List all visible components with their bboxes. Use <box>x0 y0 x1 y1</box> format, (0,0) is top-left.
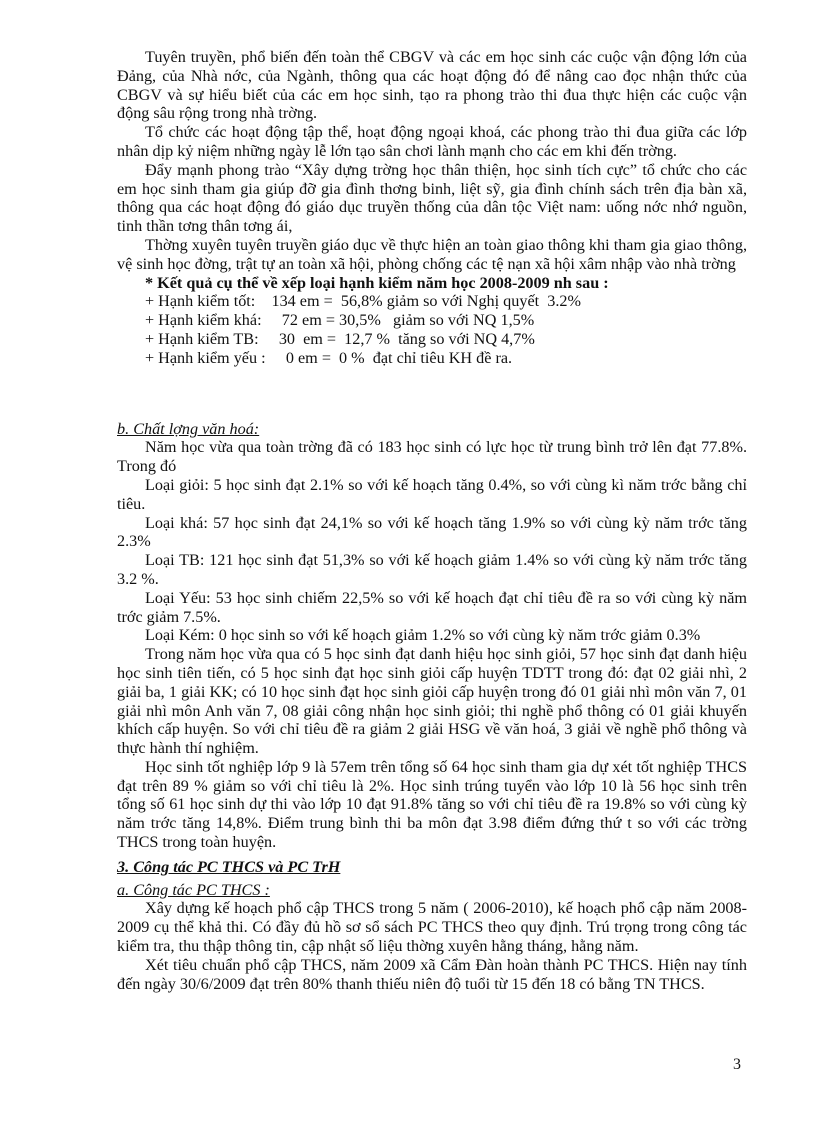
intro-paragraph-3: Đẩy mạnh phong trào “Xây dựng trờng học thân thiện, học sinh tích cực” tổ chức cho các em học sinh tham gia giúp đỡ gia đình thơng binh, liệt sỹ, gia đình chính sách trên địa bàn xã, thông qua các hoạt động đó giáo dục truyền thống của dân tộc Việt nam: uống nớc nhớ nguồn, tinh thần tơng thân tơng ái, <box>117 160 747 236</box>
culture-heading: b. Chất lợng văn hoá: <box>117 419 260 438</box>
intro-paragraph-1: Tuyên truyền, phổ biến đến toàn thể CBGV và các em học sinh các cuộc vận động lớn của Đảng, của Nhà nớc, của Ngành, thông qua các hoạt động đó để nâng cao đọc nhận thức của CBGV và sự hiểu biết của các em học sinh, tạo ra phong trào thi đua thực hiện các cuộc vận động sâu rộng trong nhà trờng. <box>117 48 747 123</box>
conduct-heading: * Kết quả cụ thể về xếp loại hạnh kiểm năm học 2008-2009 nh sau : <box>145 273 609 292</box>
conduct-results <box>145 292 747 367</box>
section-3-heading: 3. Công tác PC THCS và PC TrH <box>117 857 341 876</box>
conduct-row: + Hạnh kiểm TB: 30 em = 12,7 % tăng so với NQ 4,7% <box>145 329 535 348</box>
graduation-paragraph: Học sinh tốt nghiệp lớp 9 là 57em trên tổng số 64 học sinh tham gia dự xét tốt nghiệp THCS đạt trên 89 % giảm so với chỉ tiêu là 2%. Học sinh trúng tuyển vào lớp 10 là 56 học sinh trên tổng số 61 học sinh dự thi vào lớp 10 đạt 91.8% tăng so với chỉ tiêu đề ra 19.8% so với cùng kỳ năm trớc tăng 14,8%. Điểm trung bình thi ba môn đạt 3.98 điểm đứng thứ t so với các trờng THCS trong toàn huyện. <box>117 757 747 852</box>
culture-item-gioi: Loại giỏi: 5 học sinh đạt 2.1% so với kế hoạch tăng 0.4%, so với cùng kì năm trớc bằng chỉ tiêu. <box>117 475 747 513</box>
page-number: 3 <box>733 1056 741 1073</box>
conduct-row: + Hạnh kiểm tốt: 134 em = 56,8% giảm so với Nghị quyết 3.2% <box>145 292 581 311</box>
conduct-row: + Hạnh kiểm yếu : 0 em = 0 % đạt chỉ tiêu KH đề ra. <box>145 348 513 367</box>
culture-item-kem: Loại Kém: 0 học sinh so với kế hoạch giảm 1.2% so với cùng kỳ năm trớc giảm 0.3% <box>145 626 701 645</box>
culture-item-kha: Loại khá: 57 học sinh đạt 24,1% so với kế hoạch tăng 1.9% so với cùng kỳ năm trớc tăng 2.3% <box>117 513 747 551</box>
culture-item-yeu: Loại Yếu: 53 học sinh chiếm 22,5% so với kế hoạch đạt chỉ tiêu đề ra so với cùng kỳ năm trớc giảm 7.5%. <box>117 588 747 626</box>
intro-paragraph-2: Tổ chức các hoạt động tập thể, hoạt động ngoại khoá, các phong trào thi đua giữa các lớp nhân dịp kỷ niệm những ngày lễ lớn tạo sân chơi lành mạnh cho các em khi đến trờng. <box>117 123 747 160</box>
intro-paragraph-4: Thờng xuyên tuyên truyền giáo dục về thực hiện an toàn giao thông khi tham gia giao thông, vệ sinh học đờng, trật tự an toàn xã hội, phòng chống các tệ nạn xã hội xâm nhập vào nhà trờng <box>117 235 747 273</box>
document-body <box>117 48 747 993</box>
culture-intro: Năm học vừa qua toàn trờng đã có 183 học sinh có lực học từ trung bình trở lên đạt 77.8%. Trong đó <box>117 438 747 476</box>
excellent-students-paragraph: Trong năm học vừa qua có 5 học sinh đạt danh hiệu học sinh giỏi, 57 học sinh đạt danh hiệu học sinh tiên tiến, có 5 học sinh đạt học sinh giỏi cấp huyện TDTT trong đó: đạt 02 giải nhì, 2 giải ba, 1 giải KK; có 10 học sinh đạt học sinh giỏi cấp huyện trong đó 01 giải nhì môn văn 7, 01 giải nhì môn Anh văn 7, 08 giải công nhận học sinh giỏi; thi nghề phổ thông có 01 giải khuyến khích cấp huyện. So với chỉ tiêu đề ra giảm 2 giải HSG về văn hoá, 3 giải về nghề phổ thông và thực hành thí nghiệm. <box>117 645 747 758</box>
spacer <box>117 368 747 398</box>
section-3a-paragraph-1: Xây dựng kế hoạch phổ cập THCS trong 5 năm ( 2006-2010), kế hoạch phổ cập năm 2008-2009 cụ thể khả thi. Có đầy đủ hồ sơ sổ sách PC THCS theo quy định. Trú trọng trong công tác kiểm tra, thu thập thông tin, cập nhật số liệu thờng xuyên hằng tháng, hằng năm. <box>117 899 747 956</box>
section-3a-heading: a. Công tác PC THCS : <box>117 880 270 899</box>
culture-item-tb: Loại TB: 121 học sinh đạt 51,3% so với kế hoạch giảm 1.4% so với cùng kỳ năm trớc tăng 3.2 %. <box>117 551 747 588</box>
section-3a-paragraph-2: Xét tiêu chuẩn phổ cập THCS, năm 2009 xã Cẩm Đàn hoàn thành PC THCS. Hiện nay tính đến ngày 30/6/2009 đạt trên 80% thanh thiếu niên độ tuổi từ 15 đến 18 có bằng TN THCS. <box>117 955 747 993</box>
conduct-row: + Hạnh kiểm khá: 72 em = 30,5% giảm so với NQ 1,5% <box>145 311 535 330</box>
